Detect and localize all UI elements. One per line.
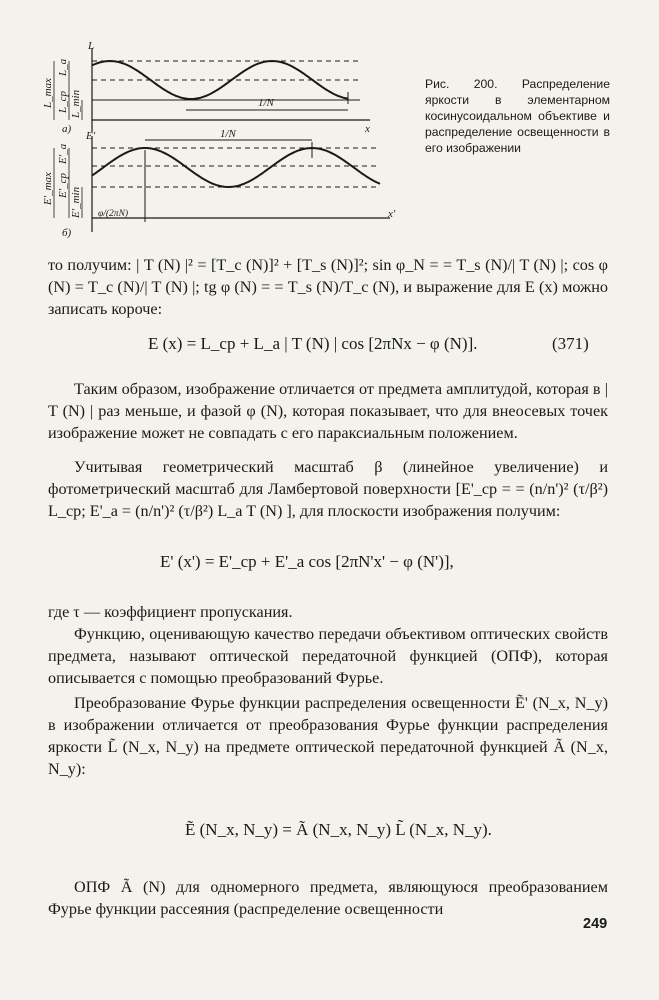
label-axis-L: L (88, 40, 95, 52)
paragraph-1: то получим: | T (N) |² = [T_c (N)]² + [T_s (N)]²; sin φ_N = = T_s (N)/| T (N) |; cos φ (N) = T_c (N)/| T (N) |; tg φ (N) = = T_s (N)/T_c (N), и выражение для E (x) можно записать короче: (48, 256, 608, 318)
paragraph-2: Таким образом, изображение отличается от предмета амплитудой, которая в | T (N) | раз меньше, и фазой φ (N), которая показывает, что для внеосевых точек изображение может не совпадать с его параксиальным положением. (48, 380, 608, 442)
paragraph-5: Функцию, оценивающую качество передачи объективом оптических свойств предмета, называют оптической передаточной функцией (ОПФ), которая описывается с помощью преобразований Фурье. (48, 625, 608, 687)
label-axis-E: E' (86, 130, 96, 142)
page-number: 249 (583, 916, 608, 932)
label-axis-x-prime: x' (388, 208, 396, 220)
label-lmax: L_max (42, 78, 54, 108)
illuminance-cosine-curve (92, 148, 380, 187)
label-panel-a: а) (62, 123, 72, 135)
figure-200 (40, 40, 420, 240)
label-lcp: L_ср (57, 91, 69, 113)
equation-otf: Ẽ (N_x, N_y) = Ã (N_x, N_y) L̃ (N_x, N_y). (185, 820, 492, 839)
paragraph-4: где τ — коэффициент пропускания. (48, 603, 293, 621)
label-la: L_a (57, 58, 69, 76)
equation-371: E (x) = L_ср + L_a | T (N) | cos [2πNx − φ (N)]. (148, 334, 478, 353)
label-panel-b: б) (62, 227, 72, 239)
label-phase: φ/(2πN) (98, 209, 129, 219)
label-period-b: 1/N (220, 128, 236, 140)
panel-a (54, 48, 370, 132)
paragraph-7: ОПФ Ã (N) для одномерного предмета, являющуюся преобразованием Фурье функции рассеяния (распределение освещенности (48, 878, 608, 918)
paragraph-3: Учитывая геометрический масштаб β (линейное увеличение) и фотометрический масштаб для Ламбертовой поверхности [E'_ср = = (n/n')² (τ/β²) L_ср; E'_a = (n/n')² (τ/β²) L_a T (N) ], для плоскости изображения получим: (48, 458, 608, 520)
label-ea: E'_a (57, 143, 69, 164)
label-axis-x: x (365, 123, 370, 135)
label-emin: E'_min (70, 186, 82, 218)
equation-image-plane: E' (x') = E'_ср + E'_a cos [2πN'x' − φ (N')], (160, 552, 454, 571)
figure-caption: Рис. 200. Распределение яркости в элементарном косинусоидальном объективе и распределение освещенности в его изображении (425, 77, 610, 155)
equation-371-number: (371) (552, 334, 589, 353)
label-ecp: E'_ср (57, 173, 69, 198)
paragraph-6: Преобразование Фурье функции распределения освещенности Ẽ' (N_x, N_y) в изображении отличается от преобразования Фурье функции распределения яркости L̃ (N_x, N_y) на предмете оптической передаточной функцией Ã (N_x, N_y): (48, 694, 608, 778)
label-emax: E'_max (42, 172, 54, 205)
label-lmin: L_min (70, 89, 82, 118)
label-period-a: 1/N (258, 97, 274, 109)
